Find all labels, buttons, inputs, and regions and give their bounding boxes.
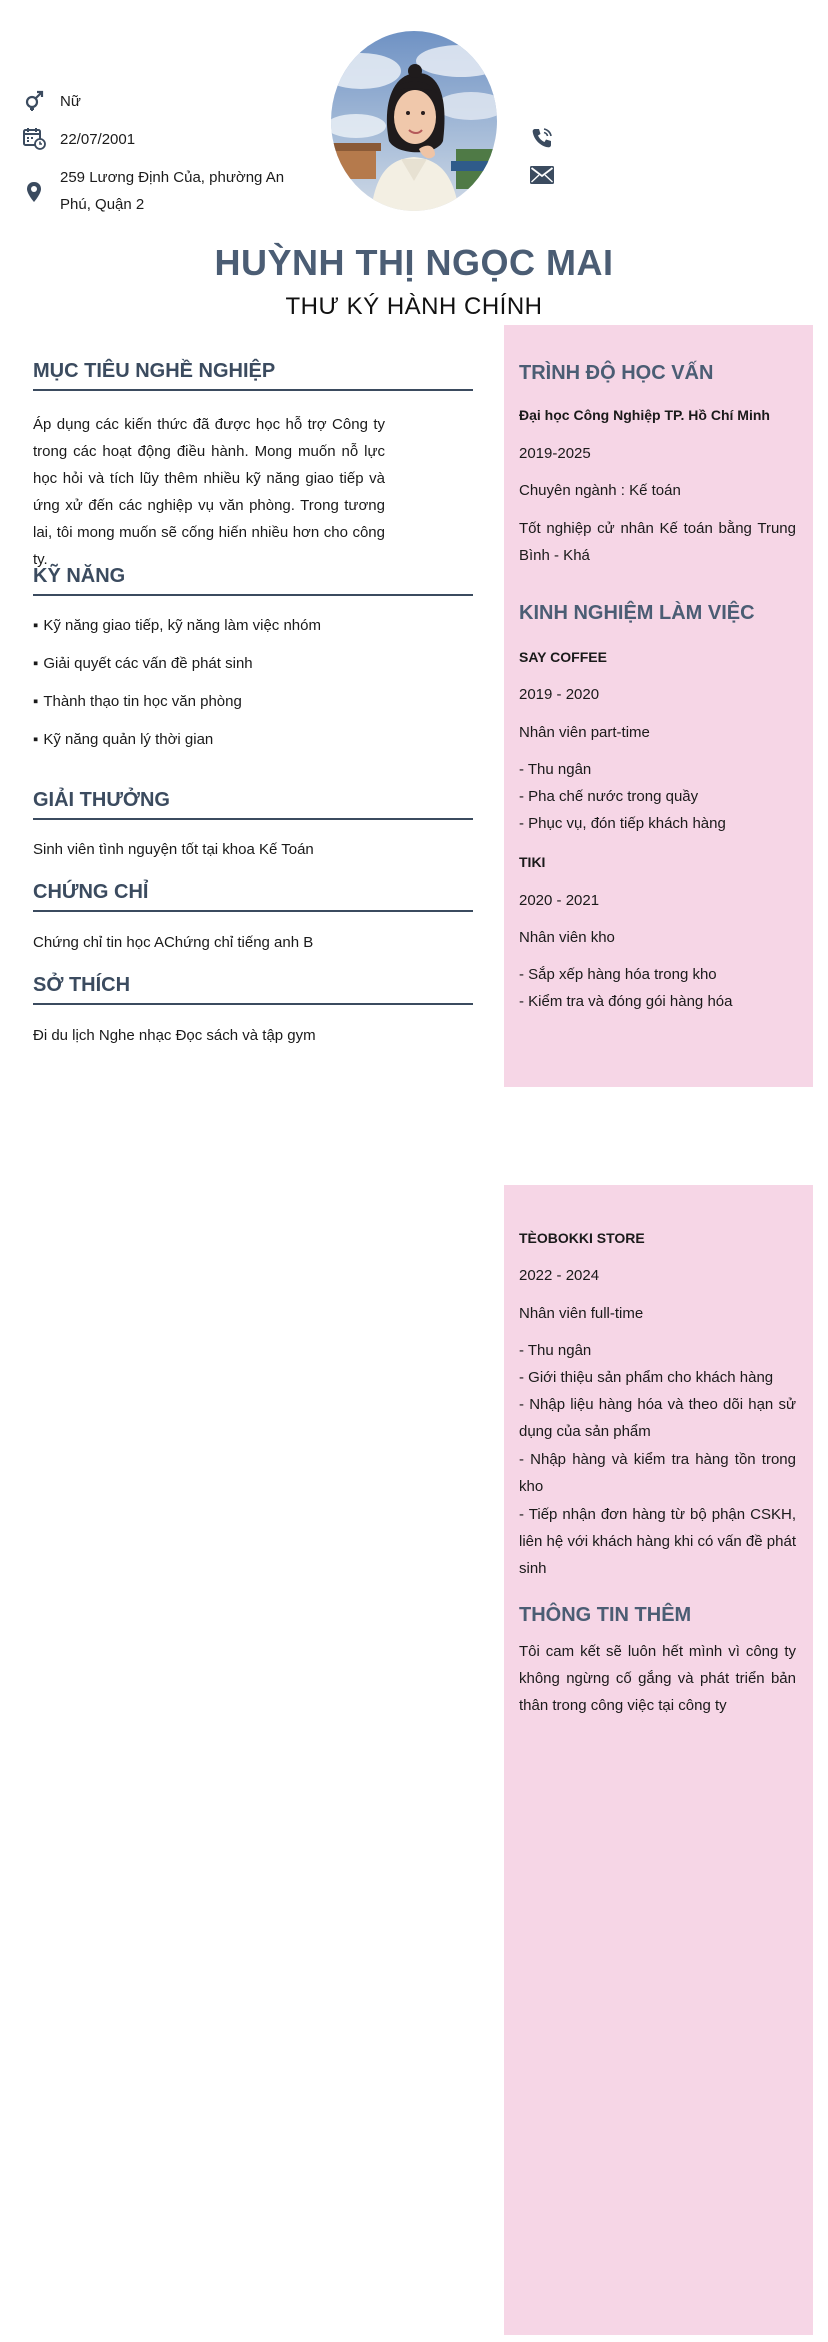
job-years: 2020 - 2021 <box>519 892 600 909</box>
certificates-text: Chứng chỉ tin học AChứng chỉ tiếng anh B <box>33 934 314 951</box>
education-major: Chuyên ngành : Kế toán <box>519 482 681 499</box>
avatar-photo <box>331 31 497 211</box>
education-degree: Tốt nghiệp cử nhân Kế toán bằng Trung Bình - Khá <box>519 520 796 564</box>
skills-heading: KỸ NĂNG <box>33 565 473 596</box>
education-heading: TRÌNH ĐỘ HỌC VẤN <box>519 362 714 384</box>
extra-info-heading: THÔNG TIN THÊM <box>519 1604 692 1626</box>
skill-item: ▪ Kỹ năng quản lý thời gian <box>33 731 213 748</box>
job-company: SAY COFFEE <box>519 649 607 665</box>
education-years: 2019-2025 <box>519 445 591 462</box>
candidate-name: HUỲNH THỊ NGỌC MAI <box>214 242 614 283</box>
experience-heading: KINH NGHIỆM LÀM VIỆC <box>519 602 755 624</box>
job-role: Nhân viên full-time <box>519 1305 644 1322</box>
education-school: Đại học Công Nghiệp TP. Hồ Chí Minh <box>519 407 770 423</box>
skill-item: ▪ Thành thạo tin học văn phòng <box>33 693 242 710</box>
location-pin-icon <box>22 180 46 204</box>
objective-text: Áp dụng các kiến thức đã được học hỗ trợ Công ty trong các hoạt động điều hành. Mong muốn nỗ lực học hỏi và tích lũy thêm nhiều kỹ năng giao tiếp và ứng xử đến các nghiệp vụ văn phòng. Trong tương lai, tôi mong muốn sẽ cống hiến nhiều hơn cho công ty. <box>33 416 385 568</box>
skill-item: ▪ Kỹ năng giao tiếp, kỹ năng làm việc nhóm <box>33 617 321 634</box>
gender-text: Nữ <box>60 93 81 110</box>
address-text: 259 Lương Định Của, phường An Phú, Quận 2 <box>60 169 285 213</box>
awards-heading: GIẢI THƯỞNG <box>33 789 473 820</box>
job-duty: - Giới thiệu sản phẩm cho khách hàng <box>519 1369 774 1386</box>
job-role: Nhân viên part-time <box>519 724 650 741</box>
job-duty: - Tiếp nhận đơn hàng từ bộ phận CSKH, liên hệ với khách hàng khi có vấn đề phát sinh <box>519 1506 796 1577</box>
phone-icon <box>530 126 554 150</box>
job-duty: - Nhập liệu hàng hóa và theo dõi hạn sử dụng của sản phẩm <box>519 1396 796 1440</box>
objective-heading: MỤC TIÊU NGHỀ NGHIỆP <box>33 360 473 391</box>
job-duty: - Sắp xếp hàng hóa trong kho <box>519 966 717 983</box>
gender-icon <box>22 88 46 112</box>
job-company: TIKI <box>519 854 546 870</box>
job-duty: - Nhập hàng và kiểm tra hàng tồn trong kho <box>519 1451 796 1495</box>
job-duty: - Thu ngân <box>519 761 592 778</box>
calendar-icon <box>22 126 46 150</box>
email-icon <box>530 166 554 184</box>
gender-row <box>22 88 81 115</box>
job-duty: - Pha chế nước trong quầy <box>519 788 699 805</box>
skill-item: ▪ Giải quyết các vấn đề phát sinh <box>33 655 253 672</box>
job-duty: - Thu ngân <box>519 1342 592 1359</box>
hobbies-text: Đi du lịch Nghe nhạc Đọc sách và tập gym <box>33 1027 316 1044</box>
portrait-illustration <box>331 31 497 211</box>
job-duty: - Kiểm tra và đóng gói hàng hóa <box>519 993 733 1010</box>
awards-text: Sinh viên tình nguyện tốt tại khoa Kế Toán <box>33 841 314 858</box>
address-row <box>22 164 292 218</box>
dob-text: 22/07/2001 <box>60 131 136 148</box>
extra-info-text: Tôi cam kết sẽ luôn hết mình vì công ty không ngừng cố gắng và phát triển bản thân trong công việc tại công ty <box>519 1643 796 1714</box>
job-duty: - Phục vụ, đón tiếp khách hàng <box>519 815 726 832</box>
job-role: Nhân viên kho <box>519 929 615 946</box>
job-years: 2019 - 2020 <box>519 686 600 703</box>
dob-row <box>22 126 135 153</box>
hobbies-heading: SỞ THÍCH <box>33 974 473 1005</box>
job-years: 2022 - 2024 <box>519 1267 600 1284</box>
job-company: TÈOBOKKI STORE <box>519 1230 645 1246</box>
job-title: THƯ KÝ HÀNH CHÍNH <box>285 293 543 320</box>
certificates-heading: CHỨNG CHỈ <box>33 881 473 912</box>
